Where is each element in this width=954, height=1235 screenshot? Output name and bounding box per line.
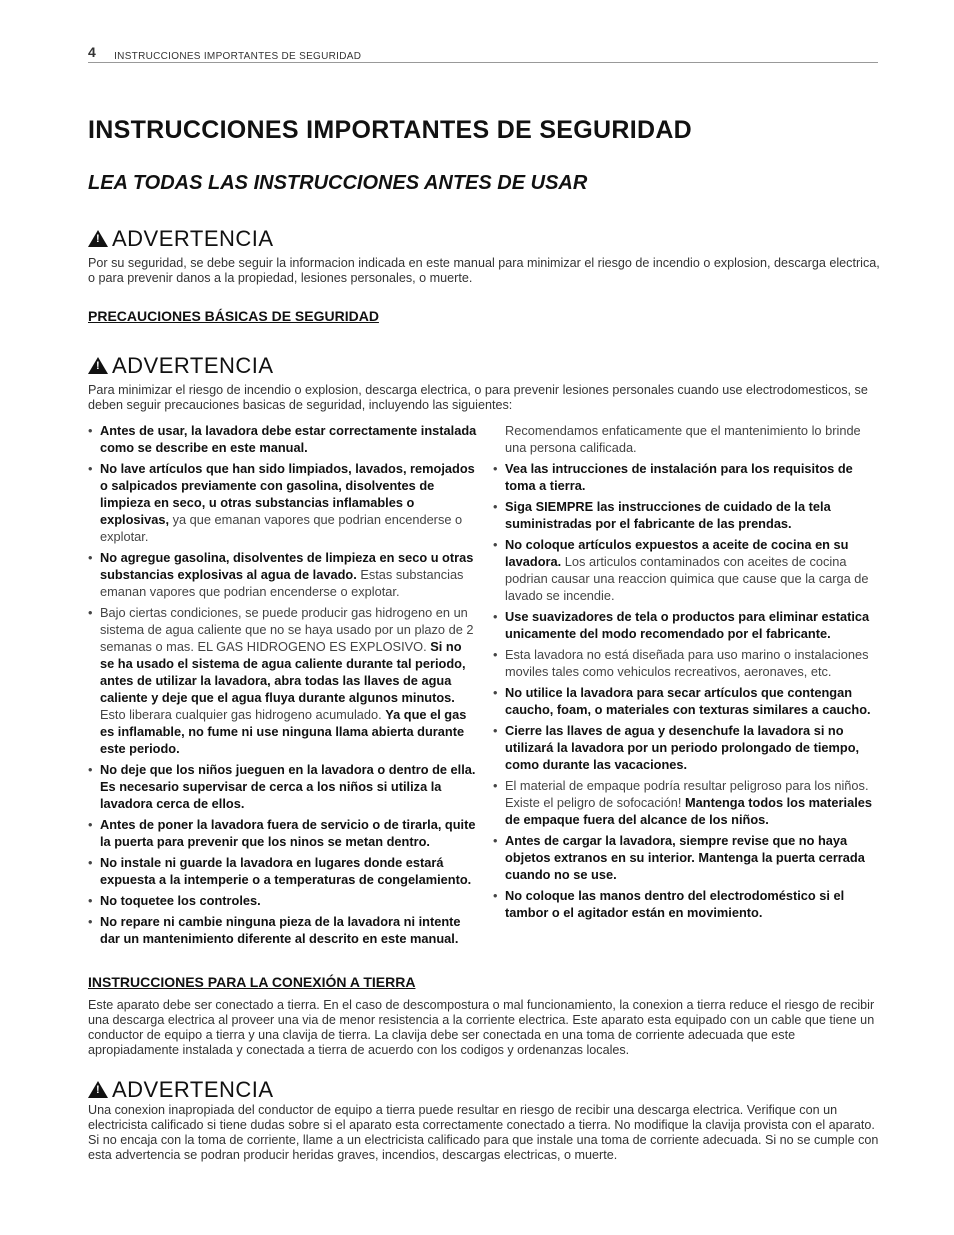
list-item [493,536,883,604]
list-item [88,761,478,812]
list-item [88,854,478,888]
bullet-icon: • [493,537,498,552]
warning-heading-1 [88,226,274,252]
list-item-continuation: Recomendamos enfaticamente que el mantenimiento lo brinde una persona calificada. [505,423,861,455]
list-item [493,832,883,883]
bullet-icon: • [88,605,93,620]
list-item [88,816,478,850]
bold-text: No instale ni guarde la lavadora en lugares donde estará expuesta a la intemperie o a temperaturas de congelamiento. [100,855,472,887]
bold-text: No deje que los niños jueguen en la lavadora o dentro de ella. Es necesario supervisar de cerca a los niños si utiliza la lavadora cerca de ellos. [100,762,476,811]
grounding-text: Este aparato debe ser conectado a tierra. En el caso de descompostura o mal funcionamiento, la conexion a tierra reduce el riesgo de recibir una descarga electrica al proveer una via de menor resistencia a la corriente electrica. Este aparato esta equipado con un cable que tiene un conductor de equipo a tierra y una clavija de tierra. La clavija debe ser conectada en una toma de corriente adecuada que este apropiadamente instalada y conectada a tierra de acuerdo con los codigos y ordenanzas locales. [88,998,875,1057]
warning-text-1: Por su seguridad, se debe seguir la informacion indicada en este manual para minimizar el riesgo de incendio o explosion, descarga electrica, o para prevenir danos a la propiedad, lesiones personales, o muerte. [88,256,880,285]
bold-text: Mantenga todos los materiales de empaque fuera del alcance de los niños. [505,795,872,827]
bullet-icon: • [493,685,498,700]
regular-text: Estas substancias emanan vapores que podrian encenderse o explotar. [100,567,464,599]
bold-text: Cierre las llaves de agua y desenchufe la lavadora si no utilizará la lavadora por un periodo prolongado de tiempo, como durante las vacaciones. [505,723,860,772]
regular-text: Los articulos contaminados con aceites de cocina podrian causar una reaccion quimica que cause que la carga de lavado se incendie. [505,554,869,603]
bullet-icon: • [88,914,93,929]
bold-text: No repare ni cambie ninguna pieza de la lavadora ni intente dar un mantenimiento diferente al descrito en este manual. [100,914,461,946]
list-item [493,887,883,921]
list-item [493,722,883,773]
warning-heading-3 [88,1077,274,1103]
list-item [88,604,478,757]
list-item [493,498,883,532]
list-item [88,892,478,909]
running-title: INSTRUCCIONES IMPORTANTES DE SEGURIDAD [114,51,362,62]
bold-text: No toquetee los controles. [100,893,261,908]
bullet-icon: • [88,817,93,832]
page-number: 4 [88,44,97,60]
bullet-icon: • [88,855,93,870]
bullet-icon: • [88,762,93,777]
regular-text: Esto liberara cualquier gas hidrogeno acumulado. [100,707,386,722]
warning-icon [88,357,108,374]
list-item [88,549,478,600]
bullet-icon: • [88,461,93,476]
warning-heading-2 [88,353,274,379]
bullet-icon: • [493,833,498,848]
warning-label: ADVERTENCIA [112,353,274,378]
list-item [88,422,478,456]
list-item [493,460,883,494]
warning-label: ADVERTENCIA [112,226,274,251]
list-item [493,684,883,718]
bold-text: No coloque las manos dentro del electrodoméstico si el tambor o el agitador están en movimiento. [505,888,845,920]
warning-icon [88,230,108,247]
bold-text: Use suavizadores de tela o productos para eliminar estatica unicamente del modo recomendado por el fabricante. [505,609,870,641]
bold-text: Ya que el gas es inflamable, no fume ni use ninguna llama abierta durante este periodo. [100,707,467,756]
bold-text: No coloque artículos expuestos a aceite de cocina en su lavadora. [505,537,849,569]
regular-text: Bajo ciertas condiciones, se puede producir gas hidrogeno en un sistema de agua caliente que no se haya usado por un plazo de 2 semanas o mas. EL GAS HIDROGENO ES EXPLOSIVO. [100,605,474,654]
regular-text: Esta lavadora no está diseñada para uso marino o instalaciones moviles tales como vehiculos recreativos, aeronaves, etc. [505,647,869,679]
regular-text: El material de empaque podría resultar peligroso para los niños. Existe el peligro de sofocación! [505,778,869,810]
bullet-icon: • [493,723,498,738]
right-column-list [493,422,883,925]
page-subtitle: LEA TODAS LAS INSTRUCCIONES ANTES DE USAR [88,172,588,194]
list-item [88,913,478,947]
bullet-icon: • [88,423,93,438]
bold-text: No utilice la lavadora para secar artículos que contengan caucho, foam, o materiales con texturas similares a caucho. [505,685,871,717]
bold-text: Antes de poner la lavadora fuera de servicio o de tirarla, quite la puerta para prevenir que los ninos se metan dentro. [100,817,476,849]
bullet-icon: • [493,609,498,624]
warning-label: ADVERTENCIA [112,1077,274,1102]
list-item [88,460,478,545]
bold-text: No agregue gasolina, disolventes de limpieza en seco u otras substancias explosivas al agua de lavado. [100,550,474,582]
page-title: INSTRUCCIONES IMPORTANTES DE SEGURIDAD [88,116,693,144]
bullet-icon: • [493,647,498,662]
bold-text: No lave artículos que han sido limpiados, lavados, remojados o salpicados previamente con gasolina, disolventes de limpieza en seco, u otras substancias inflamables o explosivas, [100,461,475,527]
regular-text: ya que emanan vapores que podrian encenderse o explotar. [100,512,463,544]
bullet-icon: • [88,550,93,565]
bold-text: Antes de cargar la lavadora, siempre revise que no haya objetos extranos en su interior. Mantenga la puerta cerrada cuando no se use. [505,833,865,882]
section-heading-basic-precautions: PRECAUCIONES BÁSICAS DE SEGURIDAD [88,308,379,324]
bullet-icon: • [493,778,498,793]
section-heading-grounding: INSTRUCCIONES PARA LA CONEXIÓN A TIERRA [88,974,416,990]
bold-text: Antes de usar, la lavadora debe estar correctamente instalada como se describe en este manual. [100,423,477,455]
bullet-icon: • [493,499,498,514]
warning-text-2: Para minimizar el riesgo de incendio o explosion, descarga electrica, o para prevenir lesiones personales cuando use electrodomesticos, se deben seguir precauciones basicas de seguridad, incluyendo las siguientes: [88,383,868,412]
warning-text-3: Una conexion inapropiada del conductor de equipo a tierra puede resultar en riesgo de recibir una descarga electrica. Verifique con un electricista calificado si tiene dudas sobre si el aparato esta correctamente conectado a tierra. No modifique la clavija provista con el aparato. Si no encaja con la toma de corriente, llame a un electricista calificado para que instale una toma de corriente adecuada. Si no se cumple con esta advertencia se podran producir heridas graves, incendios, descargas electricas, o muerte. [88,1103,879,1162]
left-column-list [88,422,478,951]
list-item [493,777,883,828]
bold-text: Vea las intrucciones de instalación para los requisitos de toma a tierra. [505,461,853,493]
bullet-icon: • [493,888,498,903]
list-item [493,646,883,680]
bullet-icon: • [493,461,498,476]
bold-text: Siga SIEMPRE las instrucciones de cuidado de la tela suministradas por el fabricante de las prendas. [505,499,831,531]
warning-icon [88,1081,108,1098]
bullet-icon: • [88,893,93,908]
bold-text: Si no se ha usado el sistema de agua caliente durante tal periodo, antes de utilizar la lavadora, abra todas las llaves de agua caliente y deje que el agua fluya durante algunos minutos. [100,639,466,705]
running-header [88,46,878,63]
list-item [493,608,883,642]
